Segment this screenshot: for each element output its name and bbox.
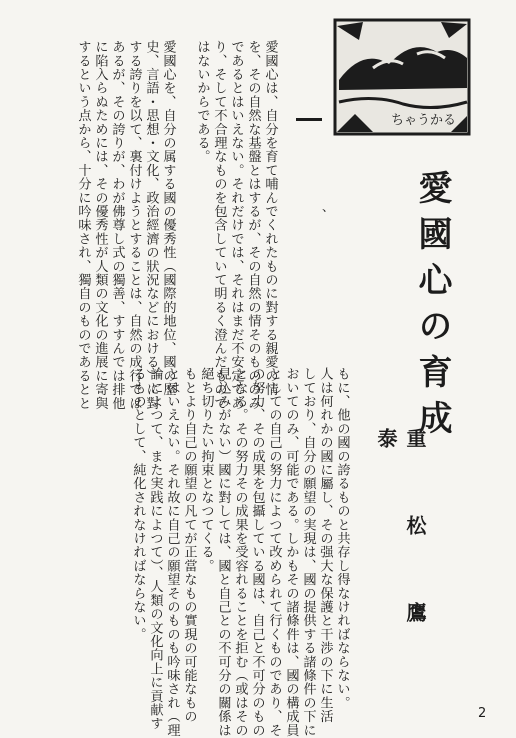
text-line: はないからである。: [194, 40, 210, 164]
text-line: 愛國心は、自分を育て哺んでくれたものに對する親愛の情: [262, 40, 278, 397]
text-line: しており、自分の願望の実現は、國の提供する諸條件の下に: [300, 367, 316, 737]
text-line: とはいえない。それ故に自己の願望そのものも吟味され（理: [164, 367, 180, 737]
text-line: するという点から、十分に吟味され、獨自のものであるとと: [75, 40, 91, 410]
text-line: となる。その努力その成果を受容れることを拒む（或はその: [232, 367, 248, 737]
text-line: を、その自然な基盤とはするが、その自然の情そのもののみ: [245, 40, 261, 410]
text-line: 愛國心を、自分の属する國の優秀性（國際的地位、國の歷: [160, 40, 176, 397]
text-line: り、そして不合理なものを包含していて明るく澄んだもので: [211, 40, 227, 410]
article-title: 愛國心の育成: [412, 170, 452, 446]
page-number: 2: [478, 706, 487, 721]
section-numeral: [296, 118, 322, 121]
text-line: する誇りを以て、裏付けようとすることは、自然の成行では: [126, 40, 142, 410]
text-line: の努力、その成果を包攝している國は、自己と不可分のもの: [249, 367, 265, 737]
text-line: 人は何れかの國に屬し、その强大な保護と干渉の下に生活: [317, 367, 333, 724]
text-line: 論によつて、また実践によつて）、人類の文化向上に貢献す: [147, 367, 163, 731]
author-name: 重 松 鷹 泰: [374, 428, 427, 652]
ornament-mark: 、: [322, 200, 335, 214]
text-line: もに、他の國の誇るものと共存し得なければならない。: [334, 367, 350, 710]
text-line: るものとして、純化されなければならない。: [130, 367, 146, 641]
text-line: であるとはいえない。それだけでは、それはまだ不安定であ: [228, 40, 244, 410]
text-line: あるが、その誇りが、わが佛尊し式の獨善、すすんでは排他: [109, 40, 125, 410]
text-line: に陷入らぬためには、その優秀性が人類の文化の進展に寄與: [92, 40, 108, 410]
woodcut-illustration: [333, 18, 471, 136]
text-line: 見込みがない）國に對しては、國と自己との不可分の關係は: [215, 367, 231, 737]
text-line: としての自己の努力によつて改められて行くものであり、そ: [266, 367, 282, 737]
text-line: 史、言語・思想・文化、政治經濟の狀況などにおける）に對: [143, 40, 159, 410]
woodcut-lettering: ちゃうかる: [391, 113, 457, 128]
text-line: おいてのみ、可能である。しかもその諸條件は、國の構成員: [283, 367, 299, 737]
text-line: もとより自己の願望の凡てが正當なもの實現の可能なもの: [181, 367, 197, 724]
text-line: 絕ち切りたい拘束となつてくる。: [198, 367, 214, 573]
